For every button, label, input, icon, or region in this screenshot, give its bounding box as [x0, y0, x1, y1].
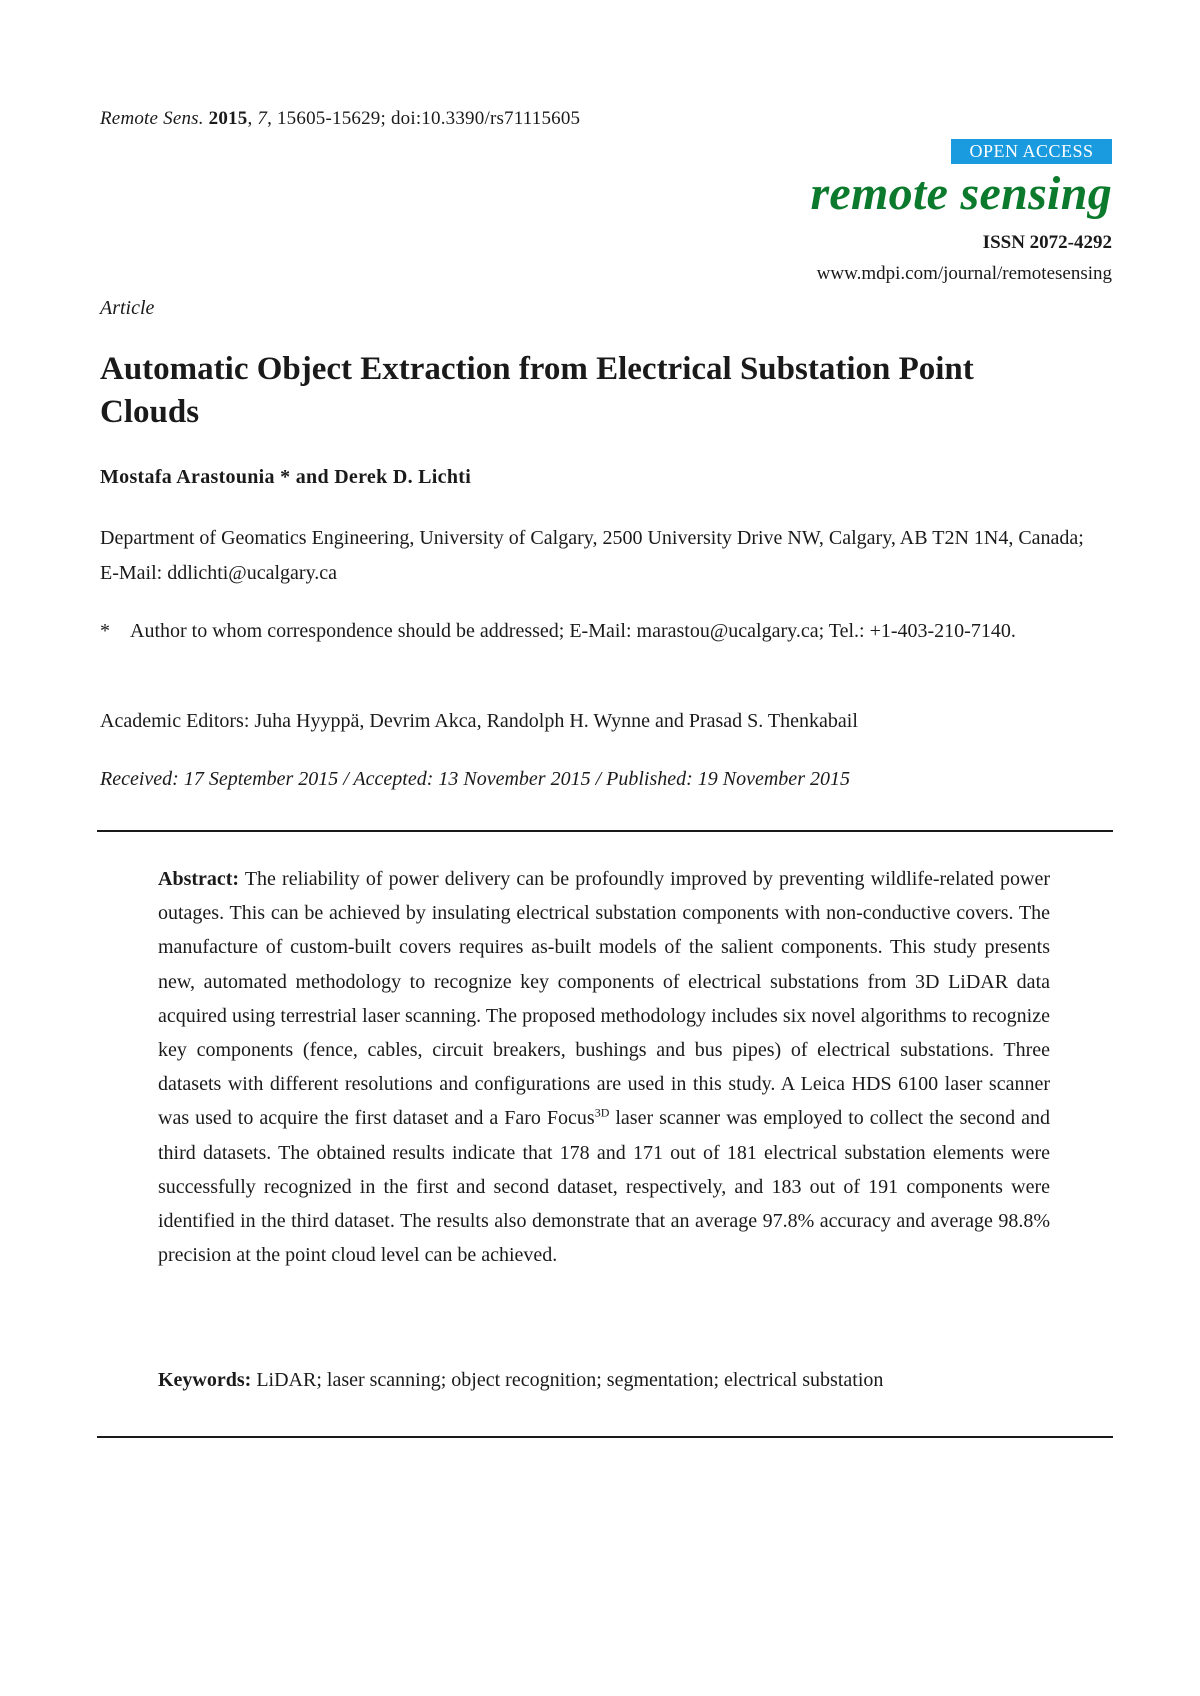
top-divider — [97, 830, 1113, 832]
citation-line: Remote Sens. 2015, 7, 15605-15629; doi:10.3390/rs71115605 — [100, 108, 581, 129]
issn: ISSN 2072-4292 — [982, 232, 1112, 253]
bottom-divider — [97, 1436, 1113, 1438]
abstract-text-2: laser scanner was employed to collect the second and third datasets. The obtained results indicate that 178 and 171 out of 181 electrical substation elements were successfully recognized in the first and second dataset, respectively, and 183 out of 191 components were identified in the third dataset. The results also demonstrate that an average 97.8% accuracy and average 98.8% precision at the point cloud level can be achieved. — [158, 1107, 1050, 1267]
abstract-superscript: 3D — [594, 1105, 610, 1120]
citation-year: 2015 — [208, 108, 248, 129]
correspondence-text: Author to whom correspondence should be addressed; E-Mail: marastou@ucalgary.ca; Tel.: +1-403-210-7140. — [130, 620, 1016, 642]
authors: Mostafa Arastounia * and Derek D. Lichti — [100, 466, 472, 488]
affiliation: Department of Geomatics Engineering, University of Calgary, 2500 University Drive NW, Calgary, AB T2N 1N4, Canada; E-Mail: ddlichti@ucalgary.ca — [100, 527, 1084, 584]
correspondence-marker: * — [100, 620, 110, 642]
journal-name: remote sensing — [810, 167, 1112, 220]
open-access-badge: OPEN ACCESS — [951, 139, 1112, 164]
citation-volume: 7 — [257, 108, 268, 129]
abstract-text-1: The reliability of power delivery can be profoundly improved by preventing wildlife-related power outages. This can be achieved by insulating electrical substation components with non-conductive covers. The manufacture of custom-built covers requires as-built models of the salient components. This study presents new, automated methodology to recognize key components of electrical substations from 3D LiDAR data acquired using terrestrial laser scanning. The proposed methodology includes six novel algorithms to recognize key components (fence, cables, circuit breakers, bushings and bus pipes) of electrical substations. Three datasets with different resolutions and configurations are used in this study. A Leica HDS 6100 laser scanner was used to acquire the first dataset and a Faro Focus — [158, 868, 1051, 1130]
paper-title: Automatic Object Extraction from Electrical Substation Point Clouds — [100, 351, 974, 430]
keywords — [158, 1369, 1058, 1392]
keywords-text: LiDAR; laser scanning; object recognition; segmentation; electrical substation — [256, 1369, 884, 1391]
citation-pages: 15605-15629 — [276, 108, 381, 129]
abstract — [158, 862, 1050, 1272]
publication-dates: Received: 17 September 2015 / Accepted: 13 November 2015 / Published: 19 November 2015 — [100, 768, 850, 790]
abstract-label: Abstract: — [158, 868, 240, 890]
citation-doi[interactable]: doi:10.3390/rs71115605 — [390, 108, 581, 129]
keywords-label: Keywords: — [158, 1369, 252, 1391]
article-type: Article — [100, 297, 155, 319]
journal-abbrev: Remote Sens. — [100, 108, 204, 129]
journal-url[interactable]: www.mdpi.com/journal/remotesensing — [816, 263, 1112, 284]
academic-editors: Academic Editors: Juha Hyyppä, Devrim Akca, Randolph H. Wynne and Prasad S. Thenkabail — [100, 710, 858, 732]
